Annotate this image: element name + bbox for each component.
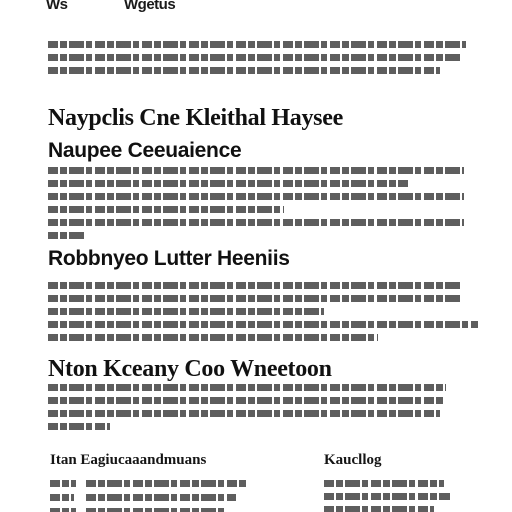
list-label bbox=[50, 508, 76, 512]
masthead-right-text: Wgetus bbox=[124, 0, 176, 13]
text-line bbox=[48, 232, 84, 239]
text-line bbox=[48, 295, 462, 302]
text-line bbox=[48, 41, 466, 48]
text-line bbox=[48, 397, 444, 404]
section1-paragraph bbox=[48, 167, 464, 245]
text-line bbox=[324, 480, 444, 487]
left-column-title: Itan Eagiucaaandmuans bbox=[50, 452, 207, 468]
text-line bbox=[48, 282, 460, 289]
text-line bbox=[48, 167, 464, 174]
text-line bbox=[48, 410, 440, 417]
text-line bbox=[48, 321, 478, 328]
section-title: Naypclis Cne Kleithal Haysee bbox=[48, 105, 343, 131]
text-line bbox=[48, 67, 440, 74]
left-column bbox=[50, 452, 250, 468]
section-subtitle-1: Naupee Ceeuaience bbox=[48, 139, 242, 162]
text-line bbox=[324, 506, 434, 512]
list-text bbox=[86, 494, 236, 501]
section-subtitle-3: Nton Kceany Coo Wneetoon bbox=[48, 356, 332, 382]
text-line bbox=[324, 493, 450, 500]
text-line bbox=[48, 219, 464, 226]
text-line bbox=[48, 423, 110, 430]
text-line bbox=[48, 193, 464, 200]
text-line bbox=[48, 334, 378, 341]
list-text bbox=[86, 480, 246, 487]
right-column-list bbox=[324, 480, 464, 512]
masthead bbox=[46, 0, 476, 16]
right-column-title: Kaucllog bbox=[324, 452, 382, 468]
text-line bbox=[48, 54, 462, 61]
list-text bbox=[86, 508, 226, 512]
right-column bbox=[324, 452, 464, 468]
text-line bbox=[48, 308, 324, 315]
masthead-left-text: Ws bbox=[46, 0, 68, 13]
intro-paragraph bbox=[48, 41, 466, 80]
text-line bbox=[48, 384, 446, 391]
section3-paragraph bbox=[48, 384, 448, 436]
text-line bbox=[48, 206, 284, 213]
text-line bbox=[48, 180, 408, 187]
section2-paragraph bbox=[48, 282, 478, 347]
list-label bbox=[50, 494, 74, 501]
list-label bbox=[50, 480, 76, 487]
section-subtitle-2: Robbnyeo Lutter Heeniis bbox=[48, 247, 290, 270]
